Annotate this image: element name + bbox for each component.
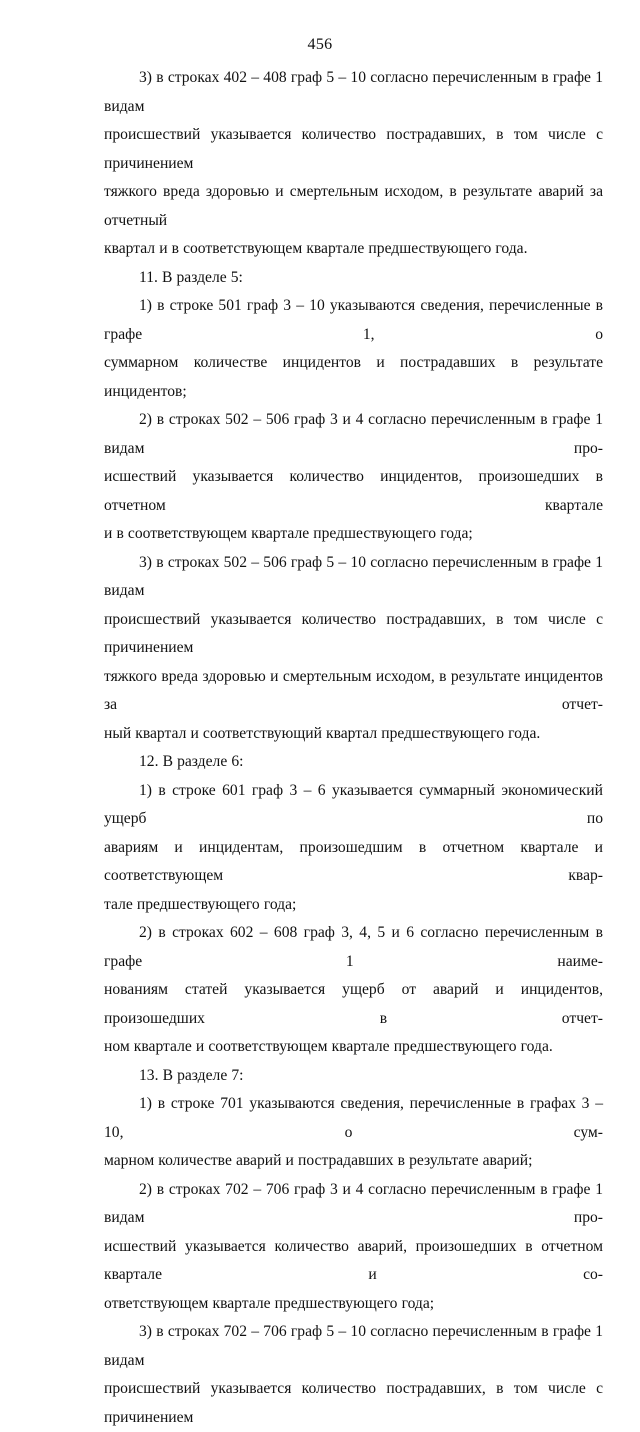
paragraph (104, 777, 603, 920)
text-line: и в соответствующем квартале предшествующего года; (104, 525, 473, 542)
paragraph (104, 406, 603, 549)
document-body (104, 64, 603, 1432)
text-line: марном количестве аварий и пострадавших в результате аварий; (104, 1152, 533, 1169)
text-line: 2) в строках 702 – 706 граф 3 и 4 согласно перечисленным в графе 1 видам про- (104, 1180, 603, 1226)
text-line: исшествий указывается количество инцидентов, произошедших в отчетном квартале (104, 468, 603, 514)
text-line: 11. В разделе 5: (139, 268, 243, 286)
paragraph (104, 1090, 603, 1176)
text-line: тале предшествующего года; (104, 895, 297, 913)
text-line: нованиям статей указывается ущерб от аварий и инцидентов, произошедших в отчет- (104, 981, 603, 1027)
paragraph (104, 1318, 603, 1432)
text-line: тяжкого вреда здоровью и смертельным исходом, в результате аварий за отчетный (104, 183, 603, 229)
paragraph (104, 549, 603, 749)
text-line: ный квартал и соответствующий квартал предшествующего года. (104, 724, 541, 742)
text-line: ном квартале и соответствующем квартале предшествующего года. (104, 1038, 553, 1055)
text-line: 1) в строке 701 указываются сведения, перечисленные в графах 3 – 10, о сум- (104, 1095, 603, 1141)
text-line: авариям и инцидентам, произошедшим в отчетном квартале и соответствующем квар- (104, 838, 603, 884)
text-line: исшествий указывается количество аварий, произошедших в отчетном квартале и со- (104, 1237, 603, 1283)
text-line: 2) в строках 602 – 608 граф 3, 4, 5 и 6 согласно перечисленным в графе 1 наиме- (104, 924, 603, 970)
paragraph (104, 1176, 603, 1319)
paragraph (104, 748, 603, 777)
text-line: ответствующем квартале предшествующего года; (104, 1294, 435, 1312)
text-line: 3) в строках 502 – 506 граф 5 – 10 согласно перечисленным в графе 1 видам (104, 553, 603, 599)
text-line: суммарном количестве инцидентов и пострадавших в результате инцидентов; (104, 354, 603, 400)
text-line: происшествий указывается количество пострадавших, в том числе с причинением (104, 610, 603, 656)
text-line: происшествий указывается количество пострадавших, в том числе с причинением (104, 126, 603, 172)
text-line: квартал и в соответствующем квартале предшествующего года. (104, 240, 528, 257)
text-line: 13. В разделе 7: (139, 1066, 244, 1084)
text-line: тяжкого вреда здоровью и смертельным исходом, в результате инцидентов за отчет- (104, 667, 603, 713)
paragraph (104, 264, 603, 293)
text-line: происшествий указывается количество пострадавших, в том числе с причинением (104, 1380, 603, 1426)
paragraph (104, 64, 603, 264)
text-line: 3) в строках 702 – 706 граф 5 – 10 согласно перечисленным в графе 1 видам (104, 1323, 603, 1369)
page-number: 456 (307, 36, 333, 53)
paragraph (104, 1062, 603, 1091)
text-line: 2) в строках 502 – 506 граф 3 и 4 согласно перечисленным в графе 1 видам про- (104, 411, 603, 457)
text-line: 12. В разделе 6: (139, 753, 244, 770)
text-line: 1) в строке 501 граф 3 – 10 указываются сведения, перечисленные в графе 1, о (104, 297, 603, 343)
paragraph (104, 292, 603, 406)
text-line: 3) в строках 402 – 408 граф 5 – 10 согласно перечисленным в графе 1 видам (104, 69, 603, 115)
paragraph (104, 919, 603, 1062)
text-line: 1) в строке 601 граф 3 – 6 указывается суммарный экономический ущерб по (104, 781, 603, 827)
